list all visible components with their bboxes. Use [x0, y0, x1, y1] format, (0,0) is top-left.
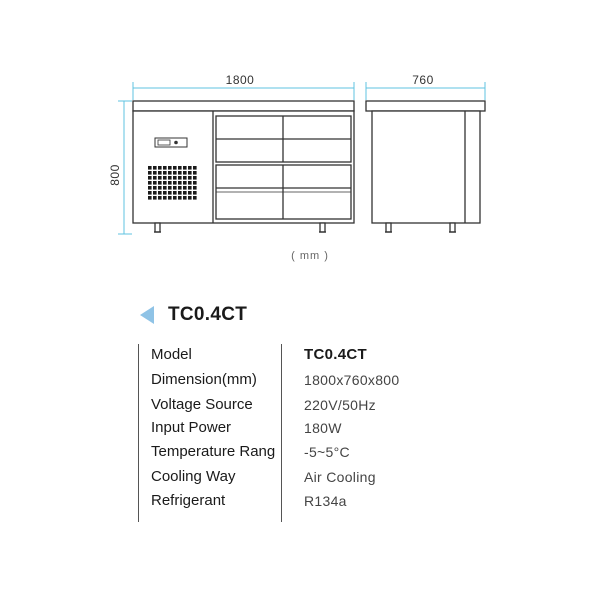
vent-cell [163, 171, 167, 175]
depth-dimension-label: 760 [412, 73, 434, 87]
vent-cell [183, 171, 187, 175]
vent-cell [193, 191, 197, 195]
spec-value: 220V/50Hz [304, 397, 376, 413]
vent-cell [158, 186, 162, 190]
vent-cell [173, 181, 177, 185]
height-dimension-label: 800 [108, 164, 122, 186]
vent-cell [193, 181, 197, 185]
vent-cell [188, 186, 192, 190]
vent-cell [173, 176, 177, 180]
vent-cell [158, 166, 162, 170]
vent-cell [168, 191, 172, 195]
vent-cell [168, 171, 172, 175]
vent-cell [148, 196, 152, 200]
spec-label: Voltage Source [151, 396, 253, 413]
vent-cell [183, 181, 187, 185]
spec-value: R134a [304, 493, 347, 509]
vent-cell [178, 176, 182, 180]
vent-cell [163, 186, 167, 190]
spec-label: Model [151, 346, 192, 363]
vent-cell [173, 196, 177, 200]
spec-label: Cooling Way [151, 468, 236, 485]
vent-cell [148, 181, 152, 185]
side-countertop [366, 101, 485, 111]
vent-cell [153, 181, 157, 185]
vent-cell [168, 196, 172, 200]
vent-cell [178, 186, 182, 190]
vent-cell [168, 186, 172, 190]
vent-cell [153, 171, 157, 175]
spec-value: 180W [304, 420, 342, 436]
vent-cell [163, 196, 167, 200]
side-view [366, 101, 485, 232]
model-title: TC0.4CT [168, 304, 248, 325]
vent-cell [173, 171, 177, 175]
vent-cell [163, 166, 167, 170]
vent-cell [193, 166, 197, 170]
vent-cell [148, 171, 152, 175]
vent-cell [153, 176, 157, 180]
vent-cell [188, 181, 192, 185]
vent-cell [193, 196, 197, 200]
vent-cell [153, 191, 157, 195]
vent-cell [163, 191, 167, 195]
vent-cell [178, 171, 182, 175]
vent-cell [148, 166, 152, 170]
spec-value: 1800x760x800 [304, 372, 400, 388]
vent-cell [193, 186, 197, 190]
vent-cell [158, 181, 162, 185]
vent-cell [168, 181, 172, 185]
vent-cell [158, 171, 162, 175]
vent-cell [158, 191, 162, 195]
vent-cell [153, 186, 157, 190]
side-leg-right [450, 223, 455, 232]
unit-label: ( mm ) [291, 250, 329, 262]
width-dimension-label: 1800 [225, 73, 255, 87]
spec-value: TC0.4CT [304, 346, 367, 363]
vent-cell [178, 196, 182, 200]
vent-cell [193, 176, 197, 180]
vent-cell [183, 176, 187, 180]
vent-cell [148, 191, 152, 195]
vent-cell [158, 196, 162, 200]
vent-cell [188, 196, 192, 200]
spec-label: Refrigerant [151, 492, 226, 509]
vent-cell [183, 196, 187, 200]
vent-cell [188, 176, 192, 180]
vent-cell [193, 171, 197, 175]
vent-cell [178, 166, 182, 170]
vent-cell [188, 166, 192, 170]
vent-cell [183, 186, 187, 190]
vent-cell [173, 166, 177, 170]
spec-label: Dimension(mm) [151, 371, 257, 388]
vent-cell [173, 191, 177, 195]
vent-cell [173, 186, 177, 190]
vent-cell [168, 166, 172, 170]
vent-cell [153, 196, 157, 200]
front-leg-left [155, 223, 160, 232]
front-countertop [133, 101, 354, 111]
vent-cell [183, 166, 187, 170]
spec-label: Input Power [151, 419, 232, 436]
side-cabinet-body [372, 111, 480, 223]
technical-drawing [0, 0, 600, 290]
vent-cell [183, 191, 187, 195]
vent-cell [188, 191, 192, 195]
vent-cell [163, 176, 167, 180]
vent-cell [178, 191, 182, 195]
vent-cell [168, 176, 172, 180]
control-knob-icon [174, 141, 178, 145]
vent-cell [148, 176, 152, 180]
spec-label: Temperature Rang [151, 443, 276, 460]
vent-cell [188, 171, 192, 175]
side-leg-left [386, 223, 391, 232]
spec-column-divider [281, 344, 282, 522]
model-heading [140, 302, 247, 328]
vent-cell [158, 176, 162, 180]
front-leg-right [320, 223, 325, 232]
spec-value: -5~5°C [304, 444, 350, 460]
spec-table [138, 344, 439, 522]
spec-value: Air Cooling [304, 469, 376, 485]
vent-cell [153, 166, 157, 170]
left-triangle-icon [140, 306, 154, 324]
vent-cell [163, 181, 167, 185]
vent-cell [148, 186, 152, 190]
vent-cell [178, 181, 182, 185]
